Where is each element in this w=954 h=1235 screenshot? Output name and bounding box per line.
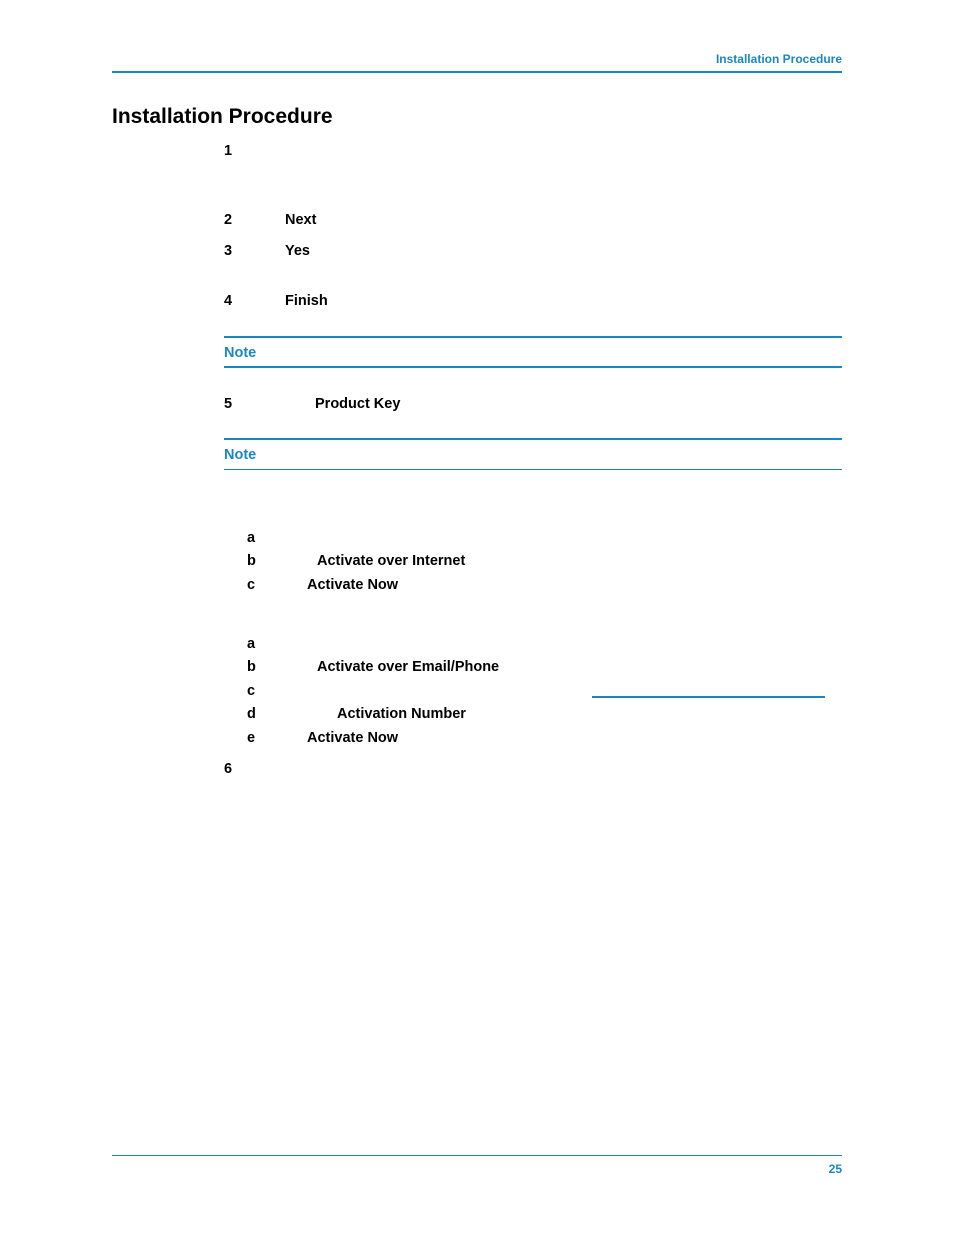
page-title: Installation Procedure [112, 105, 333, 128]
email-substep-d-term: Activation Number [337, 706, 466, 722]
running-header-title: Installation Procedure [715, 52, 842, 66]
internet-substep-c: c [247, 577, 256, 593]
email-substep-e: e [247, 730, 256, 746]
email-substep-e-term: Activate Now [307, 730, 399, 746]
email-substep-b-term: Activate over Email/Phone [317, 659, 500, 675]
step-number-2: 2 [224, 212, 233, 228]
email-substep-a: a [247, 636, 256, 652]
note-2-top-rule [224, 438, 842, 440]
step-number-5: 5 [224, 396, 233, 412]
step-number-6: 6 [224, 761, 233, 777]
email-substep-b: b [247, 659, 256, 675]
step-number-4: 4 [224, 293, 233, 309]
link-underline[interactable] [592, 696, 825, 698]
note-1-bottom-rule [224, 366, 842, 368]
step-2-term: Next [285, 212, 317, 228]
note-1-label: Note [224, 345, 257, 361]
page-number: 25 [828, 1162, 842, 1176]
email-substep-c: c [247, 683, 256, 699]
step-4-term: Finish [285, 293, 328, 309]
header-divider [112, 71, 842, 73]
internet-substep-b-term: Activate over Internet [317, 553, 466, 569]
email-substep-d: d [247, 706, 256, 722]
note-2-bottom-rule [224, 469, 842, 470]
step-number-1: 1 [224, 143, 233, 159]
step-number-3: 3 [224, 243, 233, 259]
note-2-label: Note [224, 447, 257, 463]
footer-divider [112, 1155, 842, 1156]
internet-substep-c-term: Activate Now [307, 577, 399, 593]
internet-substep-b: b [247, 553, 256, 569]
internet-substep-a: a [247, 530, 256, 546]
step-5-term: Product Key [315, 396, 401, 412]
note-1-top-rule [224, 336, 842, 338]
step-3-term: Yes [285, 243, 310, 259]
